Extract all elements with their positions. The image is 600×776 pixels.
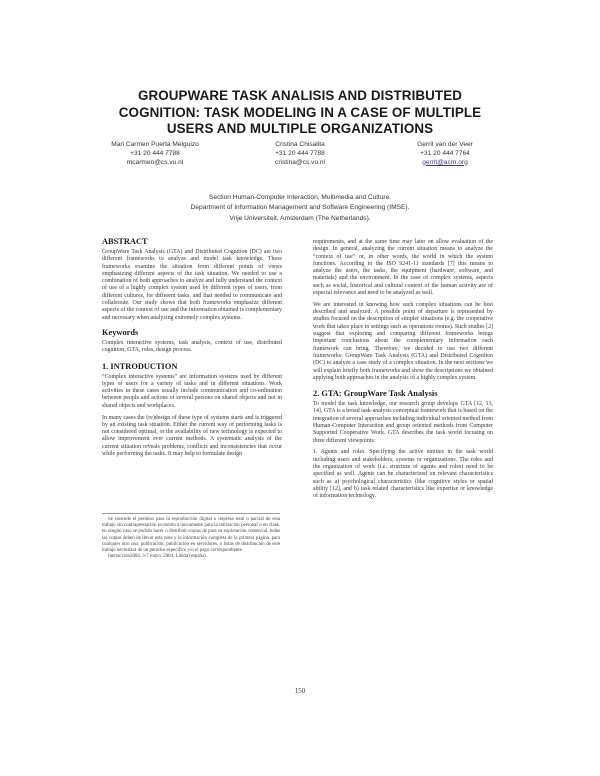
keywords-text: Complex interactive systems, task analysis, context of use, distributed cognition, GTA, roles, design process. — [102, 339, 282, 354]
author-name: Mari Carmen Puerta Melguizo — [111, 141, 199, 148]
introduction-paragraph: “Complex interactive systems” are information systems used by different types of users for a variety of tasks and in different situations. Work activities in these cases usually include communication and co-ordination between people and actions of several persons on shared objects and not in shared objects and workplaces. — [102, 373, 282, 409]
author-email-link[interactable]: gerrit@acm.org — [422, 158, 468, 166]
right-column — [313, 239, 493, 505]
affiliation-line: Section Human-Computer Interaction, Multimedia and Culture. — [208, 194, 392, 201]
introduction-paragraph: In many cases the (re)design of these type of systems starts and is triggered by an existing task situation. Either the current way of performing tasks is not considered optimal, or the availability of new technology is expected to allow improvement over current methods. A systematic analysis of the current situation reveals problems, conflicts and inconsistencies that occur while performing the tasks. It may help to formulate design — [102, 414, 282, 458]
title-line: GROUPWARE TASK ANALISIS AND DISTRIBUTED — [137, 88, 463, 103]
left-column — [102, 237, 282, 463]
title-line: USERS AND MULTIPLE ORGANIZATIONS — [166, 121, 434, 136]
author-email: mcarmen@cs.vu.nl — [126, 158, 184, 166]
author-2 — [245, 141, 355, 167]
author-3 — [390, 141, 500, 167]
affiliation-line: Vrije Universiteit, Amsterdam (The Netherlands). — [229, 214, 371, 222]
abstract-heading: ABSTRACT — [102, 237, 148, 246]
author-1 — [100, 141, 210, 167]
copyright-footnote — [102, 513, 280, 560]
affiliation — [150, 193, 450, 224]
footnote-text: Se concede el permiso para la reproducción digital o impresa total o parcial de esta trabajo sin contraprestación económica únicamente para la utilización personal o en clase, en ningún caso se podrán hacer o distribuir copias de para su explotación comercial. todas las copias deben de llevar esta nota y la información completa de la primera página. para cualquier otro uso, publicación, publicación en servidores, o listas de distribución de este trabajo necesitará de un permiso específico y/o el pago correspondiente. — [102, 517, 280, 554]
abstract-text: GroupWare Task Analysis (GTA) and Distributed Cognition (DC) are two different frameworks to analyze and model task knowledge. These frameworks examine the situation from different points of views emphasizing different aspects of the task situation. We needed to use a combination of both approaches to analyze and fully understand the context of use of a highly complex system used by different types of users, from different cultures, for different tasks, and that needed to communicate and collaborate. Our study shows that both frameworks emphasize different aspects of the context of use and the information obtained is complementary and necessary when analyzing extremely complex systems. — [102, 249, 282, 321]
footnote-conference: Interacción2004, 3-7 mayo, 2004, Lléida (españa). — [108, 554, 207, 560]
title-line: COGNITION: TASK MODELING IN A CASE OF MULTIPLE — [118, 104, 482, 120]
body-paragraph: requirements, and at the same time may later on allow evaluation of the design. In general, analyzing the current situation means to analyze the “context of use” or, in other words, the world in which the system functions. According to the ISO 9241-11 standards [7] this means to analyze the users, the tasks, the equipment (hardware, software, and materials) and the environment. In the case of complex systems, aspects such as social, historical and cultural context of the human activity are of especial relevance and need to be analyzed as well. — [313, 239, 493, 297]
author-phone: +31 20 444 7788 — [275, 149, 325, 157]
author-name: Gerrit van der Veer — [417, 141, 473, 148]
author-email: cristina@cs.vu.nl — [275, 158, 325, 166]
gta-section-heading: 2. GTA: GroupWare Task Analysis — [313, 389, 438, 399]
body-paragraph: To model the task knowledge, our research group develops GTA [12, 13, 14]. GTA is a broad task-analysis conceptual framework that is based on the integration of several approaches including individual oriented method from Human-Computer Interaction and group oriented methods from Computer Supported Cooperative Work. GTA describes the task world focusing on three different viewpoints: — [313, 401, 493, 444]
author-phone: +31 20 444 7788 — [130, 149, 180, 157]
page-number: 150 — [294, 687, 306, 695]
body-paragraph: We are interested in knowing how such complex situations can be best described and analyzed. A possible point of departure is represented by studies focused on the description of simpler situations (e.g. the cooperative work that takes place in settings such as operations rooms). Such studies [2] suggest that exploring and comparing different frameworks brings important conclusions about the complementary information each framework can bring. Therefore, we decided to use two different frameworks: GroupWare Task Analysis (GTA) and Distributed Cognition (DC) to analyze a case study of a complex situation. In the next sections we will explain briefly both frameworks and show the descriptions we obtained applying both approaches in the analysis of a highly complex system. — [313, 301, 493, 381]
introduction-heading: 1. INTRODUCTION — [102, 361, 178, 371]
author-block — [100, 141, 500, 175]
affiliation-line: Department of Information Management and Software Engineering (IMSE). — [190, 204, 410, 212]
author-phone: +31 20 444 7764 — [420, 149, 470, 157]
paper-title — [88, 88, 512, 138]
body-paragraph: 1. Agents and roles. Specifying the active entities in the task world including users and stakeholders, systems or organizations. The roles and the organization of work (i.e. structure of agents and roles) need to be specified as well. Agents can be characterized on relevant characteristics such as a) psychological characteristics (like cognitive styles or spatial ability [12], and b) task related characteristics like expertise or knowledge of information technology. — [313, 449, 493, 500]
author-name: Cristina Chisalita — [275, 141, 325, 148]
keywords-heading: Keywords — [102, 327, 139, 337]
